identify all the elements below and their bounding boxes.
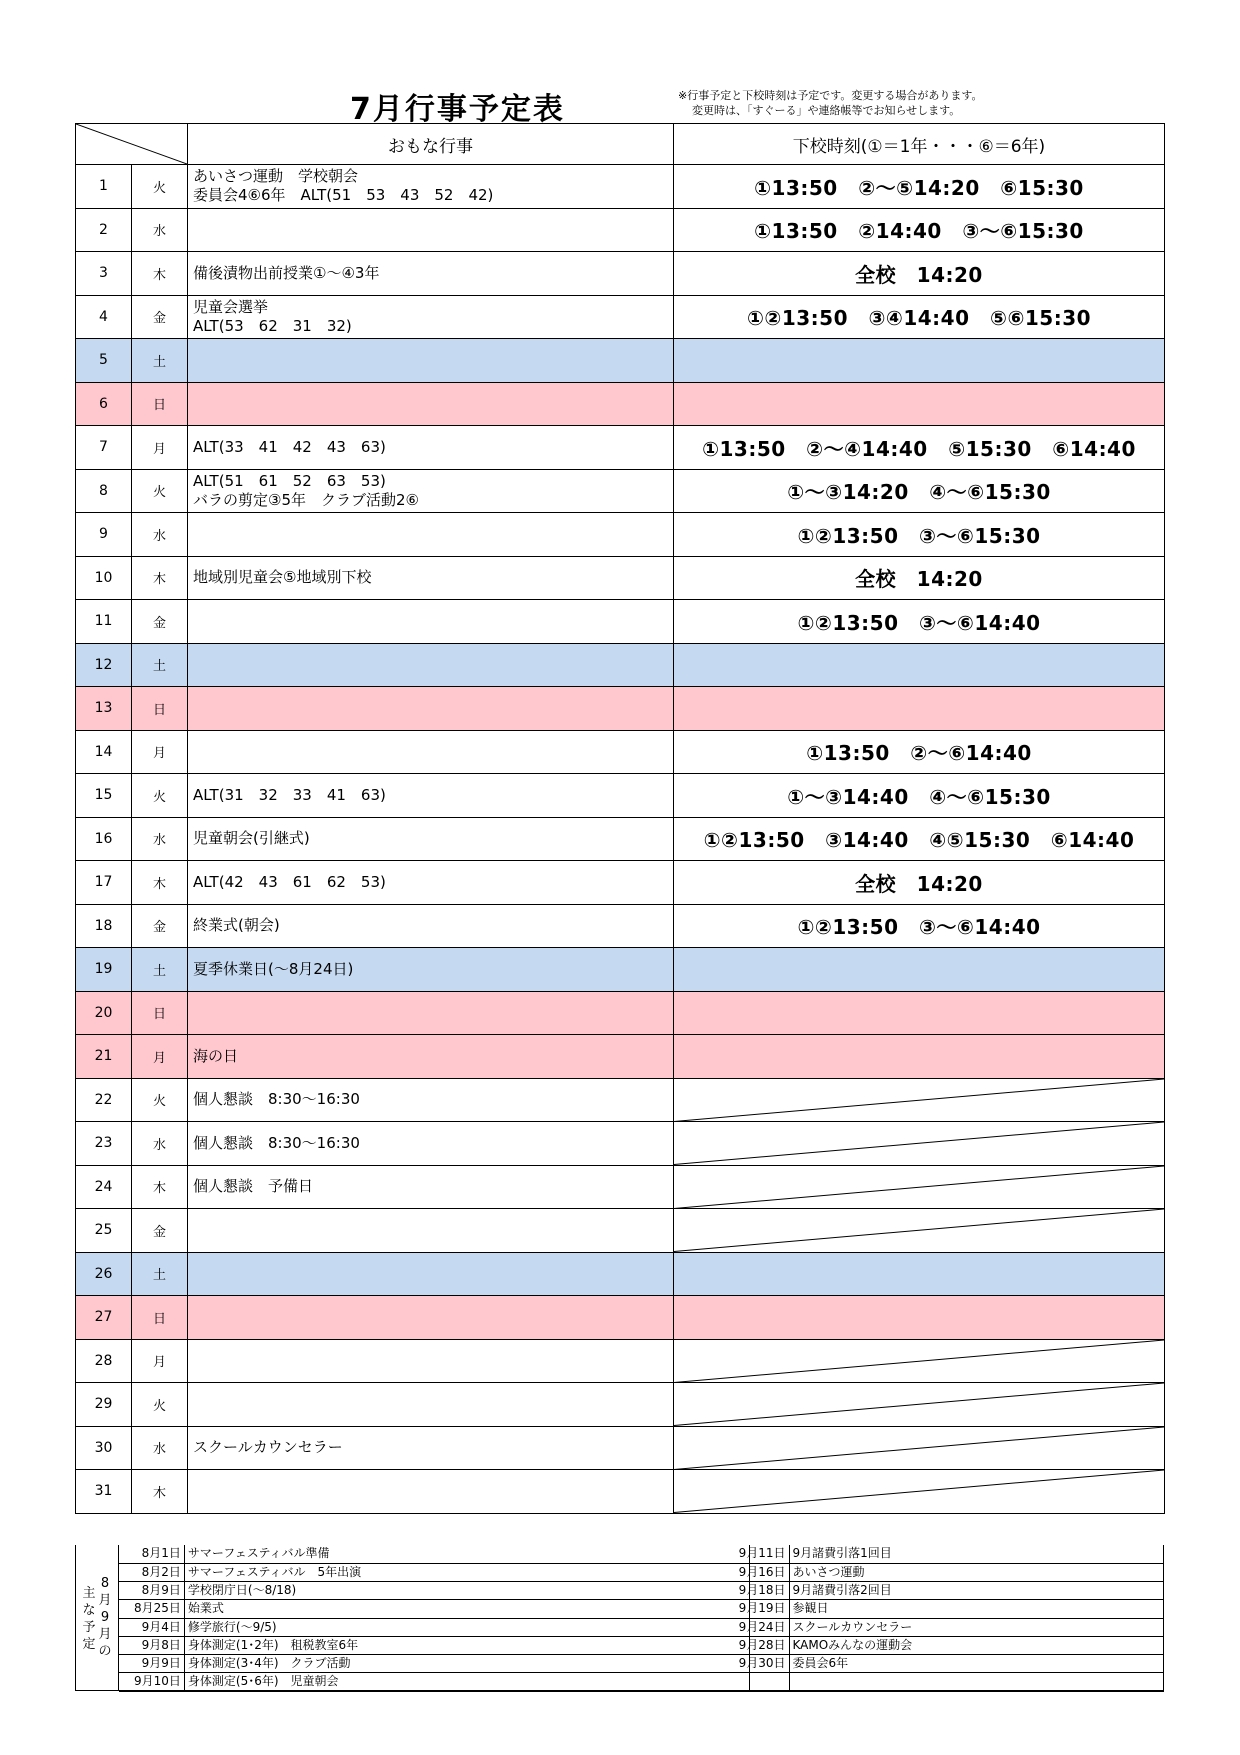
events-cell [188, 904, 674, 948]
table-row [76, 1426, 1165, 1470]
list-item [119, 1563, 750, 1581]
day-cell: 11 [76, 600, 132, 644]
time-cell: ①②13:50 ③④14:40 ⑤⑥15:30 [674, 295, 1165, 339]
events-cell [188, 774, 674, 818]
table-header-row [76, 124, 1165, 165]
event-text: あいさつ運動 学校朝会 [193, 167, 359, 186]
events-cell [188, 1296, 674, 1340]
future-event: 9月諸費引落1回目 [789, 1545, 1164, 1563]
event-text: 地域別児童会⑤地域別下校 [193, 568, 372, 587]
events-cell [188, 1339, 674, 1383]
future-date: 9月18日 [707, 1582, 789, 1600]
day-cell: 13 [76, 687, 132, 731]
events-cell [188, 382, 674, 426]
list-item [707, 1582, 1164, 1600]
event-text: 個人懇談 8:30～16:30 [193, 1133, 360, 1152]
day-cell: 15 [76, 774, 132, 818]
list-item [119, 1600, 750, 1618]
time-cell: ①②13:50 ③～⑥14:40 [674, 600, 1165, 644]
time-cell: ①13:50 ②～⑥14:40 [674, 730, 1165, 774]
event-text: 終業式(朝会) [193, 916, 280, 935]
future-event: 学校閉庁日(～8/18) [184, 1582, 749, 1600]
day-cell: 14 [76, 730, 132, 774]
events-cell [188, 252, 674, 296]
diagonal-line-icon [674, 1383, 1164, 1426]
future-event: スクールカウンセラー [789, 1618, 1164, 1636]
time-cell: ①13:50 ②～⑤14:20 ⑥15:30 [674, 165, 1165, 209]
diagonal-line-icon [674, 1470, 1164, 1513]
day-cell: 31 [76, 1470, 132, 1514]
future-event: サマーフェスティバル準備 [184, 1545, 749, 1563]
weekday-cell: 月 [132, 1339, 188, 1383]
list-item [707, 1563, 1164, 1581]
weekday-cell: 土 [132, 948, 188, 992]
table-row [76, 1035, 1165, 1079]
day-cell: 5 [76, 339, 132, 383]
schedule-table [75, 123, 1165, 1514]
day-cell: 22 [76, 1078, 132, 1122]
weekday-cell: 日 [132, 1296, 188, 1340]
events-cell [188, 1426, 674, 1470]
time-cell [674, 1296, 1165, 1340]
day-cell: 20 [76, 991, 132, 1035]
list-item [119, 1655, 750, 1673]
table-row [76, 1470, 1165, 1514]
table-row [76, 1339, 1165, 1383]
table-row [76, 513, 1165, 557]
table-row [76, 469, 1165, 513]
future-event: 身体測定(3･4年) クラブ活動 [184, 1655, 749, 1673]
events-cell [188, 817, 674, 861]
future-date: 9月8日 [119, 1636, 184, 1654]
events-cell [188, 1165, 674, 1209]
events-cell [188, 1252, 674, 1296]
table-row [76, 643, 1165, 687]
day-cell: 26 [76, 1252, 132, 1296]
future-date: 9月19日 [707, 1600, 789, 1618]
future-event: KAMOみんなの運動会 [789, 1636, 1164, 1654]
list-item [707, 1636, 1164, 1654]
event-text: 児童朝会(引継式) [193, 829, 310, 848]
day-cell: 29 [76, 1383, 132, 1427]
day-cell: 24 [76, 1165, 132, 1209]
diagonal-line-icon [76, 124, 187, 164]
events-cell [188, 1383, 674, 1427]
weekday-cell: 木 [132, 861, 188, 905]
event-text: 個人懇談 予備日 [193, 1177, 314, 1196]
diagonal-line-icon [674, 1122, 1164, 1165]
weekday-cell: 金 [132, 1209, 188, 1253]
time-cell: 全校 14:20 [674, 252, 1165, 296]
list-item [119, 1618, 750, 1636]
time-cell [674, 948, 1165, 992]
events-cell [188, 556, 674, 600]
diagonal-line-icon [674, 1427, 1164, 1470]
future-event: 身体測定(1･2年) 租税教室6年 [184, 1636, 749, 1654]
future-date: 9月28日 [707, 1636, 789, 1654]
table-row [76, 426, 1165, 470]
future-list-right [707, 1545, 1164, 1692]
day-cell: 9 [76, 513, 132, 557]
time-cell-empty [674, 1165, 1165, 1209]
event-text: スクールカウンセラー [193, 1438, 343, 1457]
future-date: 8月2日 [119, 1563, 184, 1581]
events-cell [188, 1078, 674, 1122]
weekday-cell: 水 [132, 1122, 188, 1166]
future-date: 8月25日 [119, 1600, 184, 1618]
events-cell [188, 1209, 674, 1253]
diagonal-line-icon [674, 1209, 1164, 1252]
day-cell: 30 [76, 1426, 132, 1470]
weekday-cell: 日 [132, 991, 188, 1035]
events-cell [188, 513, 674, 557]
header-corner-cell [76, 124, 188, 165]
time-cell: ①13:50 ②14:40 ③～⑥15:30 [674, 208, 1165, 252]
day-cell: 3 [76, 252, 132, 296]
weekday-cell: 金 [132, 295, 188, 339]
weekday-cell: 日 [132, 687, 188, 731]
time-cell: ①～③14:40 ④～⑥15:30 [674, 774, 1165, 818]
events-cell [188, 1035, 674, 1079]
events-cell [188, 643, 674, 687]
table-row [76, 774, 1165, 818]
event-text: バラの剪定③5年 クラブ活動2⑥ [193, 490, 419, 509]
future-date: 9月9日 [119, 1655, 184, 1673]
weekday-cell: 火 [132, 469, 188, 513]
table-row [76, 730, 1165, 774]
day-cell: 7 [76, 426, 132, 470]
weekday-cell: 土 [132, 1252, 188, 1296]
weekday-cell: 土 [132, 643, 188, 687]
diagonal-line-icon [674, 1166, 1164, 1209]
day-cell: 23 [76, 1122, 132, 1166]
day-cell: 12 [76, 643, 132, 687]
weekday-cell: 金 [132, 904, 188, 948]
time-cell: ①～③14:20 ④～⑥15:30 [674, 469, 1165, 513]
event-text: 個人懇談 8:30～16:30 [193, 1090, 360, 1109]
table-row [76, 382, 1165, 426]
weekday-cell: 火 [132, 774, 188, 818]
time-cell [674, 643, 1165, 687]
list-item [119, 1582, 750, 1600]
day-cell: 8 [76, 469, 132, 513]
events-cell [188, 208, 674, 252]
table-row [76, 904, 1165, 948]
event-text: 児童会選挙 [193, 297, 269, 316]
weekday-cell: 火 [132, 1078, 188, 1122]
list-item [707, 1600, 1164, 1618]
weekday-cell: 木 [132, 1470, 188, 1514]
day-cell: 27 [76, 1296, 132, 1340]
day-cell: 21 [76, 1035, 132, 1079]
events-cell [188, 469, 674, 513]
table-row [76, 1296, 1165, 1340]
notice-text [678, 88, 982, 118]
day-cell: 10 [76, 556, 132, 600]
events-cell [188, 861, 674, 905]
events-cell [188, 165, 674, 209]
time-cell [674, 339, 1165, 383]
future-event: あいさつ運動 [789, 1563, 1164, 1581]
table-row [76, 1209, 1165, 1253]
time-cell [674, 382, 1165, 426]
future-event: 始業式 [184, 1600, 749, 1618]
time-cell-empty [674, 1209, 1165, 1253]
table-row [76, 687, 1165, 731]
table-row [76, 1165, 1165, 1209]
events-cell [188, 948, 674, 992]
list-item [119, 1636, 750, 1654]
day-cell: 1 [76, 165, 132, 209]
time-cell: ①②13:50 ③～⑥14:40 [674, 904, 1165, 948]
table-row [76, 948, 1165, 992]
time-cell: 全校 14:20 [674, 861, 1165, 905]
list-item [119, 1545, 750, 1563]
future-date: 8月1日 [119, 1545, 184, 1563]
time-cell-empty [674, 1078, 1165, 1122]
table-row [76, 556, 1165, 600]
future-event: 身体測定(5･6年) 児童朝会 [184, 1673, 749, 1691]
time-cell [674, 1252, 1165, 1296]
events-cell [188, 1122, 674, 1166]
time-cell-empty [674, 1339, 1165, 1383]
events-cell [188, 991, 674, 1035]
diagonal-line-icon [674, 1340, 1164, 1383]
time-cell-empty [674, 1470, 1165, 1514]
time-cell-empty [674, 1383, 1165, 1427]
future-event: 参観日 [789, 1600, 1164, 1618]
day-cell: 28 [76, 1339, 132, 1383]
day-cell: 19 [76, 948, 132, 992]
future-date: 9月10日 [119, 1673, 184, 1691]
future-list-left [119, 1545, 750, 1692]
list-item [119, 1673, 750, 1691]
weekday-cell: 水 [132, 817, 188, 861]
time-cell [674, 687, 1165, 731]
table-row [76, 339, 1165, 383]
events-cell [188, 600, 674, 644]
table-row [76, 991, 1165, 1035]
weekday-cell: 日 [132, 382, 188, 426]
event-text: ALT(31 32 33 41 63) [193, 785, 386, 804]
future-date: 9月24日 [707, 1618, 789, 1636]
table-row [76, 1383, 1165, 1427]
events-cell [188, 687, 674, 731]
table-row [76, 1122, 1165, 1166]
events-cell [188, 730, 674, 774]
future-date: 9月4日 [119, 1618, 184, 1636]
future-date: 9月16日 [707, 1563, 789, 1581]
day-cell: 18 [76, 904, 132, 948]
day-cell: 6 [76, 382, 132, 426]
time-cell-empty [674, 1122, 1165, 1166]
future-label [76, 1545, 119, 1691]
event-text: ALT(33 41 42 43 63) [193, 437, 386, 456]
weekday-cell: 土 [132, 339, 188, 383]
time-cell: ①②13:50 ③～⑥15:30 [674, 513, 1165, 557]
weekday-cell: 水 [132, 513, 188, 557]
time-cell [674, 1035, 1165, 1079]
weekday-cell: 火 [132, 1383, 188, 1427]
events-cell [188, 426, 674, 470]
future-label-right: 8 月 9 月 の [98, 1576, 112, 1659]
notice-line-1: ※行事予定と下校時刻は予定です。変更する場合があります。 [678, 89, 983, 102]
day-cell: 25 [76, 1209, 132, 1253]
list-item [707, 1545, 1164, 1563]
weekday-cell: 木 [132, 252, 188, 296]
time-cell: 全校 14:20 [674, 556, 1165, 600]
event-text: ALT(42 43 61 62 53) [193, 872, 386, 891]
future-date: 8月9日 [119, 1582, 184, 1600]
time-cell [674, 991, 1165, 1035]
notice-line-2: 変更時は、「すぐーる」や連絡帳等でお知らせします。 [692, 104, 961, 117]
event-text: ALT(53 62 31 32) [193, 316, 352, 335]
day-cell: 16 [76, 817, 132, 861]
future-date: 9月30日 [707, 1655, 789, 1673]
time-cell-empty [674, 1426, 1165, 1470]
weekday-cell: 火 [132, 165, 188, 209]
day-cell: 4 [76, 295, 132, 339]
event-text: 海の日 [193, 1046, 239, 1065]
day-cell: 2 [76, 208, 132, 252]
event-text: 備後漬物出前授業①～④3年 [193, 263, 380, 282]
table-row [76, 1078, 1165, 1122]
weekday-cell: 水 [132, 208, 188, 252]
future-event [789, 1673, 1164, 1691]
header-times: 下校時刻(①＝1年・・・⑥＝6年) [674, 124, 1165, 165]
table-row [76, 600, 1165, 644]
events-cell [188, 1470, 674, 1514]
future-event: 9月諸費引落2回目 [789, 1582, 1164, 1600]
table-row [76, 861, 1165, 905]
weekday-cell: 月 [132, 730, 188, 774]
time-cell: ①②13:50 ③14:40 ④⑤15:30 ⑥14:40 [674, 817, 1165, 861]
header-events: おもな行事 [188, 124, 674, 165]
weekday-cell: 木 [132, 556, 188, 600]
weekday-cell: 木 [132, 1165, 188, 1209]
future-schedule [75, 1545, 1164, 1691]
future-event: 修学旅行(～9/5) [184, 1618, 749, 1636]
weekday-cell: 月 [132, 426, 188, 470]
list-item [707, 1618, 1164, 1636]
table-row [76, 817, 1165, 861]
list-item [707, 1655, 1164, 1673]
weekday-cell: 水 [132, 1426, 188, 1470]
events-cell [188, 339, 674, 383]
list-item [707, 1673, 1164, 1691]
events-cell [188, 295, 674, 339]
future-date: 9月11日 [707, 1545, 789, 1563]
future-event: サマーフェスティバル 5年出演 [184, 1563, 749, 1581]
table-row [76, 208, 1165, 252]
diagonal-line-icon [674, 1079, 1164, 1122]
table-row [76, 252, 1165, 296]
event-text: 夏季休業日(～8月24日) [193, 959, 354, 978]
time-cell: ①13:50 ②～④14:40 ⑤15:30 ⑥14:40 [674, 426, 1165, 470]
page-title: 7月行事予定表 [350, 92, 565, 127]
future-date [707, 1673, 789, 1691]
weekday-cell: 月 [132, 1035, 188, 1079]
future-label-left: 主 な 予 定 [82, 1586, 96, 1652]
weekday-cell: 金 [132, 600, 188, 644]
table-row [76, 295, 1165, 339]
day-cell: 17 [76, 861, 132, 905]
table-row [76, 165, 1165, 209]
event-text: 委員会4⑥6年 ALT(51 53 43 52 42) [193, 186, 494, 205]
event-text: ALT(51 61 52 63 53) [193, 471, 386, 490]
table-row [76, 1252, 1165, 1296]
future-event: 委員会6年 [789, 1655, 1164, 1673]
